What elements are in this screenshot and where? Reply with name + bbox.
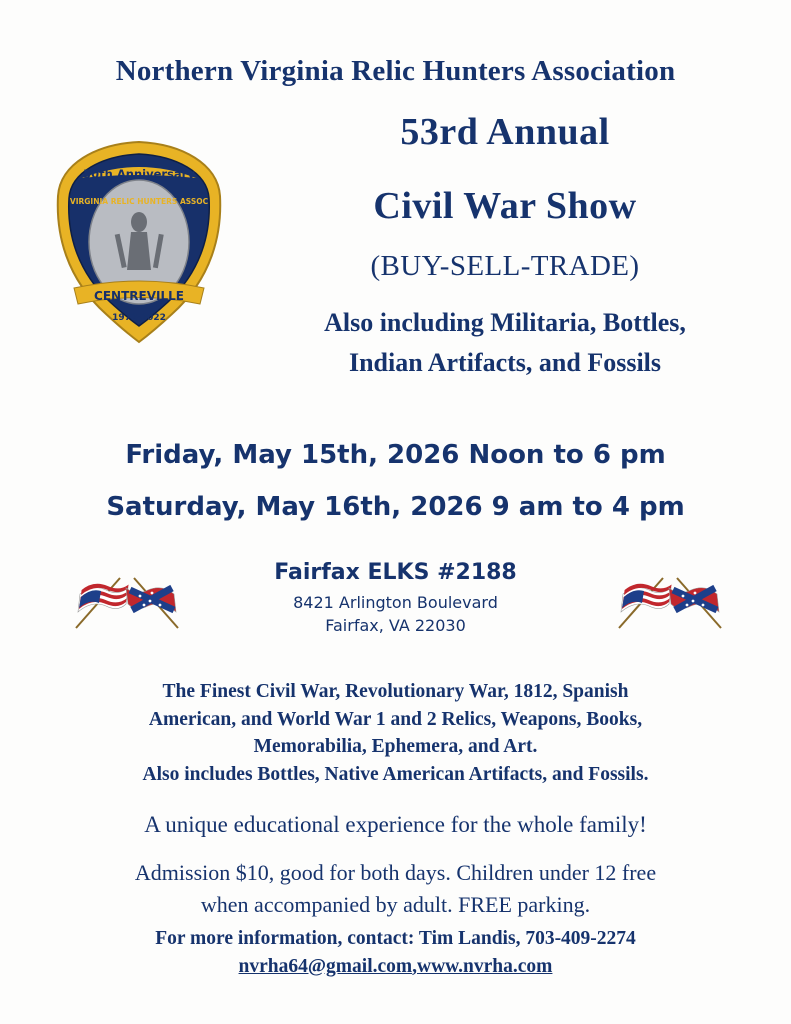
contact-block (0, 925, 791, 982)
contact-links (0, 953, 791, 981)
headline-also-line1: Also including Militaria, Bottles, (324, 308, 686, 337)
headline-annual: 53rd Annual (400, 111, 610, 153)
headline-block (235, 110, 775, 384)
badge-anniversary-text: 50th Anniversary (83, 167, 195, 181)
badge-ring-text: VIRGINIA RELIC HUNTERS ASSOC (69, 197, 209, 206)
description-line-2: American, and World War 1 and 2 Relics, Weapons, Books, (148, 708, 643, 730)
website-link[interactable]: www.nvrha.com (417, 956, 553, 978)
headline-show: Civil War Show (373, 185, 637, 227)
crossed-flags-right-icon (605, 570, 735, 630)
description-block (0, 678, 791, 789)
venue-name: Fairfax ELKS #2188 (274, 560, 517, 585)
description-line-1: The Finest Civil War, Revolutionary War, 1812, Spanish (162, 681, 629, 702)
headline-buy-sell-trade: (BUY-SELL-TRADE) (370, 250, 640, 282)
description-line-4: Also includes Bottles, Native American Artifacts, and Fossils. (142, 764, 649, 786)
contact-line: For more information, contact: Tim Landis, 703-409-2274 (155, 928, 636, 949)
email-link[interactable]: nvrha64@gmail.com (238, 956, 413, 978)
venue-city-state-zip: Fairfax, VA 22030 (325, 616, 466, 636)
admission-line-2: when accompanied by adult. FREE parking. (200, 891, 591, 917)
contact-separator: , (412, 956, 418, 978)
badge-banner-text: CENTREVILLE (94, 289, 184, 303)
association-badge (52, 138, 227, 350)
admission-block (0, 857, 791, 921)
badge-years-text: 1972-2022 (112, 313, 166, 323)
venue-street: 8421 Arlington Boulevard (293, 593, 498, 612)
family-experience-line: A unique educational experience for the whole family! (144, 812, 647, 837)
headline-also-line2: Indian Artifacts, and Fossils (348, 348, 662, 378)
flags-right-svg (605, 570, 735, 632)
description-line-3: Memorabilia, Ephemera, and Art. (253, 736, 538, 758)
date-saturday: Saturday, May 16th, 2026 9 am to 4 pm (106, 492, 685, 522)
admission-line-1: Admission $10, good for both days. Children under 12 free (134, 860, 657, 885)
organization-title: Northern Virginia Relic Hunters Association (115, 55, 676, 87)
badge-svg (52, 138, 227, 350)
date-friday: Friday, May 15th, 2026 Noon to 6 pm (125, 440, 666, 470)
show-dates (0, 440, 791, 544)
